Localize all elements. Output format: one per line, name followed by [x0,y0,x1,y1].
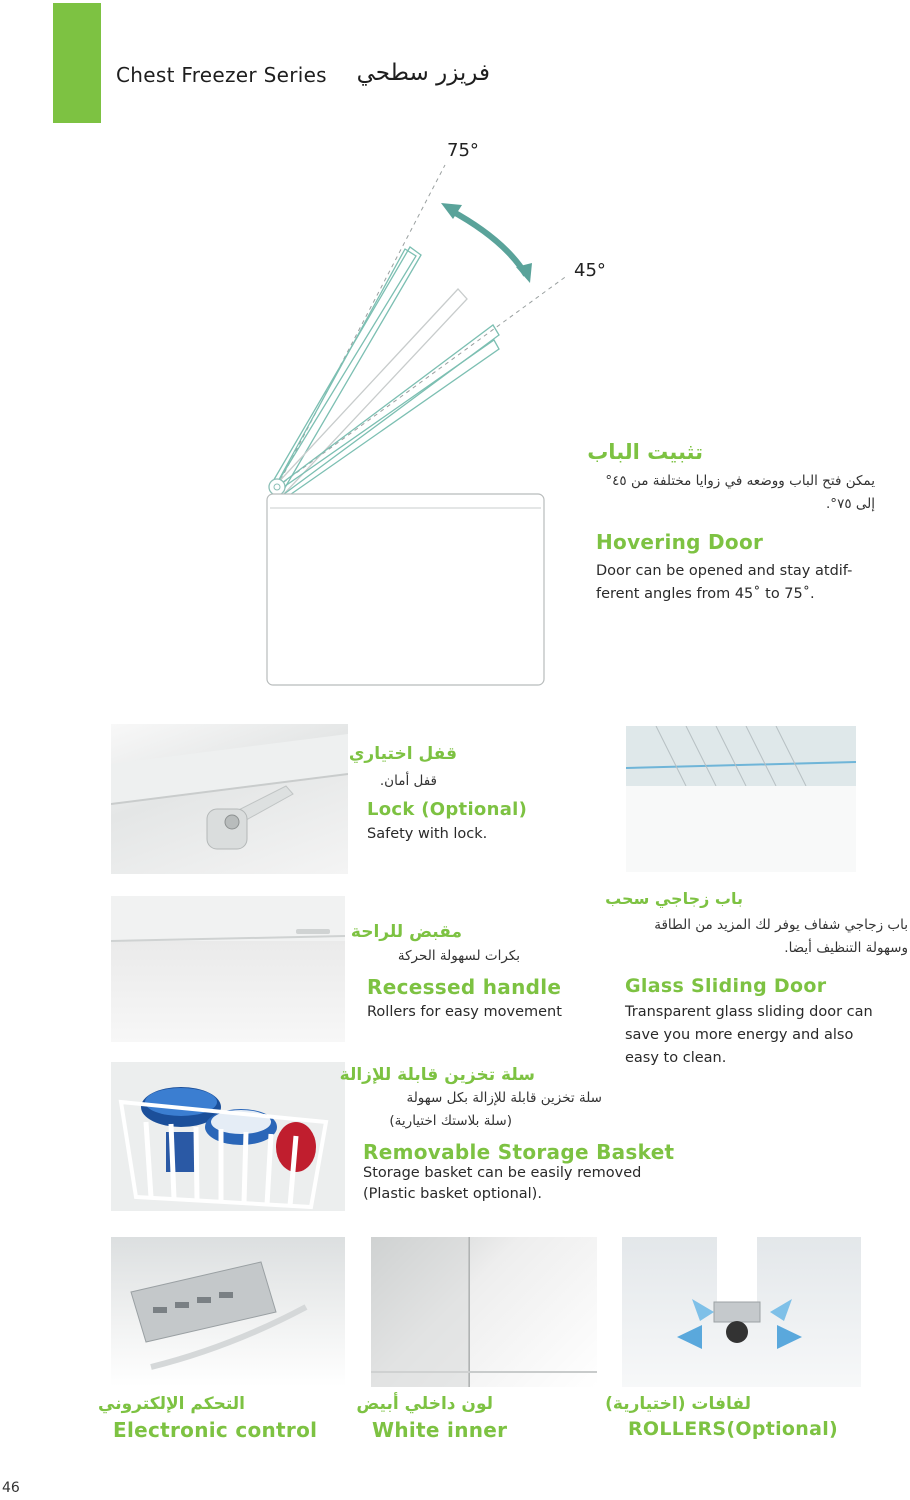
angle-arc [450,210,526,275]
angle-label-45: 45° [574,260,606,281]
glass-body-ar: باب زجاجي شفاف يوفر لك المزيد من الطاقة وسهولة التنظيف أيضا. [654,917,908,956]
lid-45 [274,325,499,497]
basket-title-en: Removable Storage Basket [363,1140,675,1164]
electronic-title-en: Electronic control [113,1418,318,1442]
lock-body-en: Safety with lock. [367,826,488,842]
basket-body-en-1: Storage basket can be easily removed [363,1165,642,1181]
electronic-title-ar: التحكم الإلكتروني [98,1394,245,1414]
basket-body-ar-2: (سلة بلاستك اختيارية) [389,1113,512,1129]
rollers-title-en: ROLLERS(Optional) [628,1418,839,1440]
handle-icon [296,929,330,934]
handle-body-en: Rollers for easy movement [367,1004,562,1020]
series-title-ar: فريزر سطحي [356,60,490,86]
basket-body-ar-1: سلة تخزين قابلة للإزالة بكل سهولة [406,1090,602,1106]
lock-body-ar: قفل أمان. [379,773,437,789]
guide-line-75 [277,165,445,487]
white-inner-photo [371,1237,597,1387]
rollers-photo [622,1237,861,1387]
accent-bar [53,3,101,123]
white-inner-title-en: White inner [372,1418,508,1442]
roller-icon [726,1321,748,1343]
glass-title-ar: باب زجاجي سحب [605,889,743,908]
handle-title-en: Recessed handle [367,975,562,999]
basket-title-ar: سلة تخزين قابلة للإزالة [339,1065,535,1085]
page-number: 46 [2,1480,20,1496]
hovering-door-diagram [250,135,630,695]
hovering-title-en: Hovering Door [596,530,764,554]
freezer-body [267,494,544,685]
glass-door-photo [626,726,856,872]
hovering-title-ar: تثبيت الباب [587,440,703,464]
handle-body-ar: بكرات لسهولة الحركة [397,948,520,964]
angle-label-75: 75° [447,140,479,161]
hovering-body-ar: يمكن فتح الباب ووضعه في زوايا مختلفة من ٤٥° إلى ٧٥°. [605,473,875,512]
lock-icon [225,815,239,829]
electronic-control-photo [111,1237,345,1387]
basket-body-en-2: (Plastic basket optional). [363,1186,542,1202]
series-title-en: Chest Freezer Series [116,63,327,87]
storage-basket-photo [111,1062,345,1211]
lock-title-en: Lock (Optional) [367,799,528,820]
glass-body-en: Transparent glass sliding door can save you more energy and also easy to clean. [625,1004,873,1066]
recessed-handle-photo [111,896,345,1042]
white-inner-title-ar: لون داخلي أبيض [356,1394,493,1414]
hovering-body-en: Door can be opened and stay atdif-ferent angles from 45˚ to 75˚. [596,563,853,602]
lock-title-ar: قفل اختياري [348,744,457,764]
hinge-icon [269,479,285,495]
handle-title-ar: مقبض للراحة [350,922,462,942]
lock-photo [111,724,348,874]
rollers-title-ar: لفافات (اختيارية) [605,1394,751,1414]
glass-title-en: Glass Sliding Door [625,975,827,997]
